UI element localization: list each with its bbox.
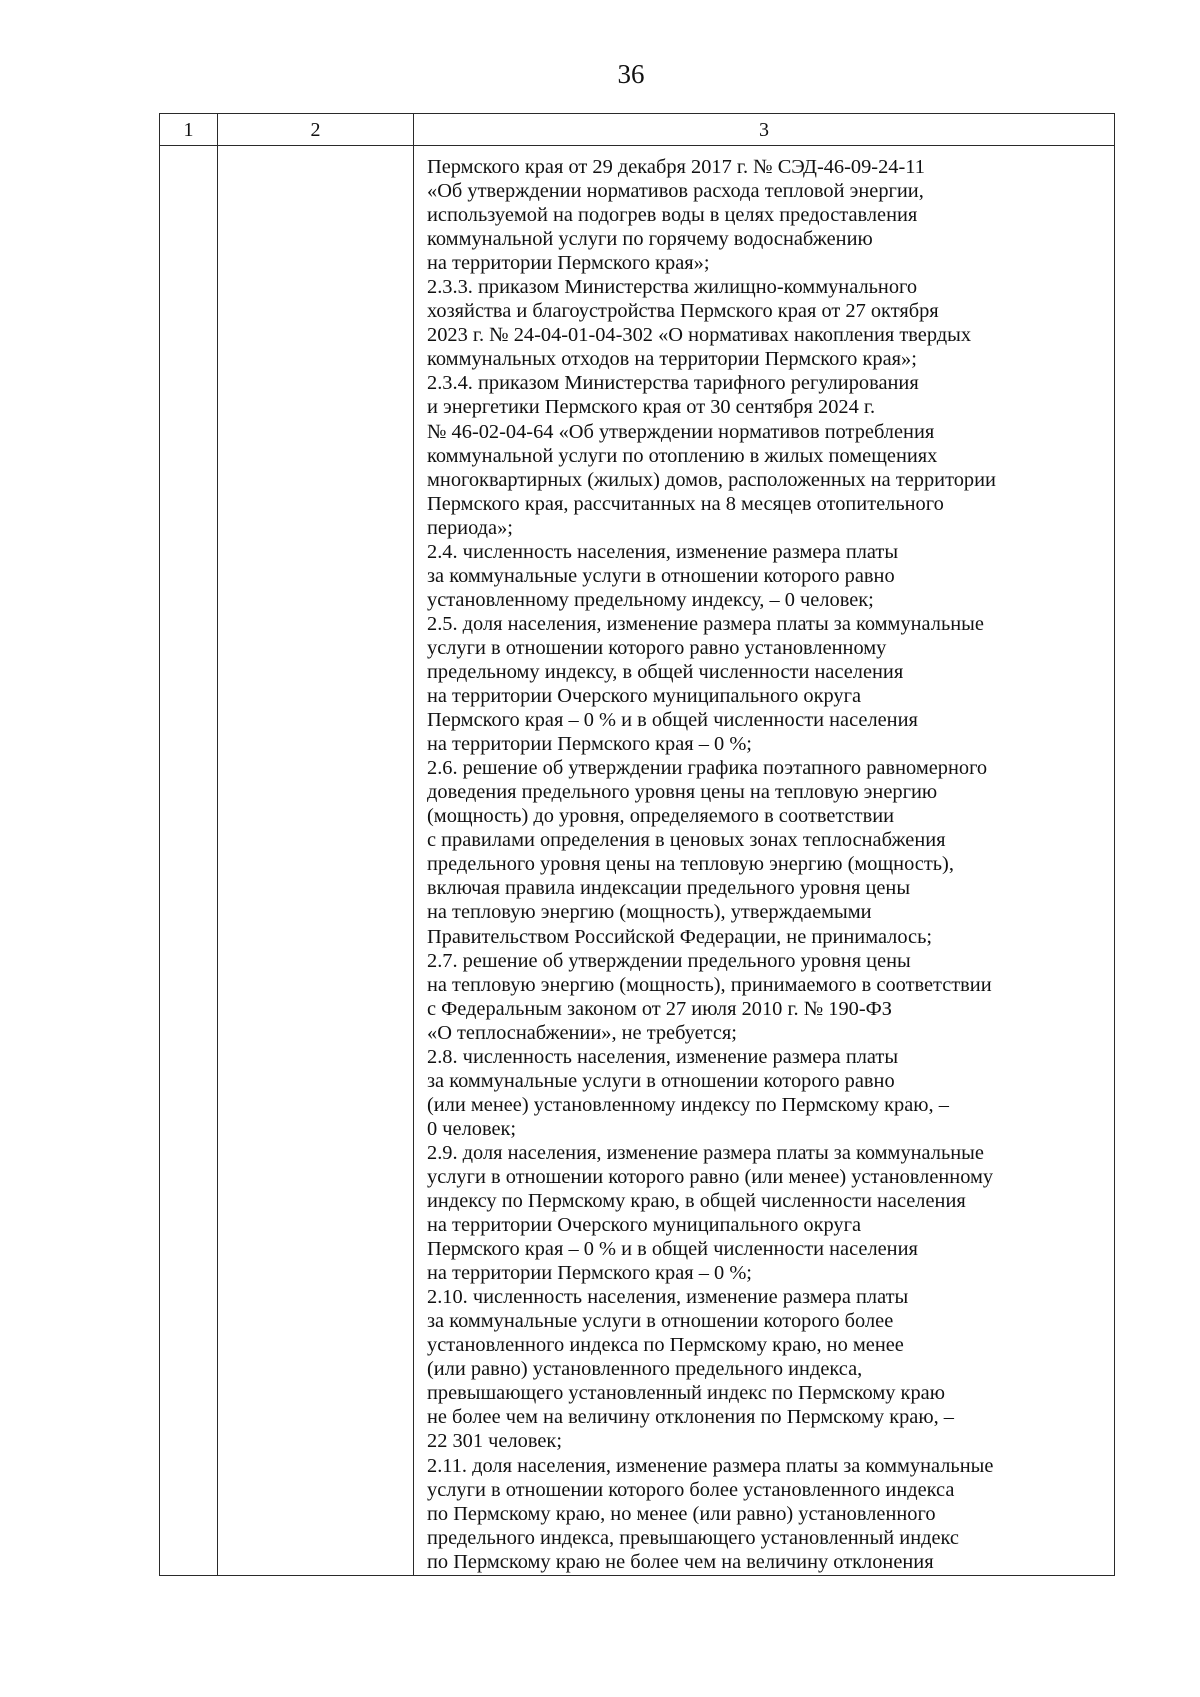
text-line: 2.5. доля населения, изменение размера платы за коммунальные xyxy=(427,612,984,635)
text-line: 22 301 человек; xyxy=(427,1430,562,1453)
text-line: на территории Пермского края»; xyxy=(427,252,710,275)
text-line: на территории Очерского муниципального округа xyxy=(427,685,862,708)
text-line: с правилами определения в ценовых зонах теплоснабжения xyxy=(427,829,946,852)
text-line: за коммунальные услуги в отношении которого равно xyxy=(427,1069,895,1092)
text-line: коммунальной услуги по горячему водоснабжению xyxy=(427,228,873,251)
text-line: предельного индекса, превышающего установленный индекс xyxy=(427,1526,959,1549)
text-line: периода»; xyxy=(427,516,513,539)
column-1-header: 1 xyxy=(160,114,218,146)
text-line: превышающего установленный индекс по Пермскому краю xyxy=(427,1382,945,1405)
text-line: услуги в отношении которого равно (или менее) установленному xyxy=(427,1165,994,1188)
text-line: используемой на подогрев воды в целях предоставления xyxy=(427,204,918,227)
text-line: предельному индексу, в общей численности населения xyxy=(427,660,904,683)
column-3-header: 3 xyxy=(414,114,1115,146)
text-line: и энергетики Пермского края от 30 сентября 2024 г. xyxy=(427,396,876,419)
column-2-cell xyxy=(218,146,414,1576)
text-line: 2.6. решение об утверждении графика поэтапного равномерного xyxy=(427,757,988,780)
text-line: (мощность) до уровня, определяемого в соответствии xyxy=(427,805,895,828)
text-line: (или менее) установленному индексу по Пермскому краю, – xyxy=(427,1093,949,1116)
text-line: установленному предельному индексу, – 0 человек; xyxy=(427,588,874,611)
text-line: доведения предельного уровня цены на тепловую энергию xyxy=(427,781,938,804)
text-line: по Пермскому краю, но менее (или равно) установленного xyxy=(427,1502,936,1525)
column-3-cell xyxy=(414,146,1115,1576)
text-line: по Пермскому краю не более чем на величину отклонения xyxy=(427,1550,934,1573)
text-line: за коммунальные услуги в отношении которого равно xyxy=(427,564,895,587)
text-line: услуги в отношении которого равно установленному xyxy=(427,636,887,659)
text-line: за коммунальные услуги в отношении которого более xyxy=(427,1310,894,1333)
text-line: 2.4. численность населения, изменение размера платы xyxy=(427,540,899,563)
page-number: 36 xyxy=(617,59,645,89)
text-line: 2.7. решение об утверждении предельного уровня цены xyxy=(427,949,911,972)
text-line: индексу по Пермскому краю, в общей численности населения xyxy=(427,1190,966,1213)
text-line: Пермского края – 0 % и в общей численности населения xyxy=(427,1238,918,1261)
document-table xyxy=(159,113,1115,1576)
text-line: Пермского края, рассчитанных на 8 месяцев отопительного xyxy=(427,492,944,515)
text-line: (или равно) установленного предельного индекса, xyxy=(427,1358,863,1381)
text-line: с Федеральным законом от 27 июля 2010 г. № 190-ФЗ xyxy=(427,997,892,1020)
text-line: не более чем на величину отклонения по Пермскому краю, – xyxy=(427,1406,954,1429)
column-1-cell xyxy=(160,146,218,1576)
text-line: 2.11. доля населения, изменение размера платы за коммунальные xyxy=(427,1454,994,1477)
text-line: 2.9. доля населения, изменение размера платы за коммунальные xyxy=(427,1141,984,1164)
text-line: хозяйства и благоустройства Пермского края от 27 октября xyxy=(427,300,939,323)
text-line: 2.10. численность населения, изменение размера платы xyxy=(427,1286,909,1309)
text-line: предельного уровня цены на тепловую энергию (мощность), xyxy=(427,853,954,876)
text-line: коммунальной услуги по отоплению в жилых помещениях xyxy=(427,444,938,467)
text-line: Пермского края от 29 декабря 2017 г. № СЭД-46-09-24-11 xyxy=(427,156,925,178)
text-line: установленного индекса по Пермскому краю, но менее xyxy=(427,1334,904,1357)
text-line: многоквартирных (жилых) домов, расположенных на территории xyxy=(427,468,996,491)
text-line: 2.3.4. приказом Министерства тарифного регулирования xyxy=(427,372,919,395)
text-line: 0 человек; xyxy=(427,1117,517,1140)
text-line: коммунальных отходов на территории Пермского края»; xyxy=(427,348,917,371)
text-line: «Об утверждении нормативов расхода тепловой энергии, xyxy=(427,180,924,203)
text-line: № 46-02-04-64 «Об утверждении нормативов потребления xyxy=(427,420,935,443)
table-body-row xyxy=(160,146,1115,1576)
text-line: включая правила индексации предельного уровня цены xyxy=(427,877,911,900)
text-line: на тепловую энергию (мощность), принимаемого в соответствии xyxy=(427,973,992,996)
text-line: Правительством Российской Федерации, не принималось; xyxy=(427,925,933,948)
text-line: Пермского края – 0 % и в общей численности населения xyxy=(427,709,918,732)
text-line: 2.3.3. приказом Министерства жилищно-коммунального xyxy=(427,276,918,299)
text-line: 2023 г. № 24-04-01-04-302 «О нормативах накопления твердых xyxy=(427,324,972,347)
text-line: «О теплоснабжении», не требуется; xyxy=(427,1021,737,1044)
text-line: услуги в отношении которого более установленного индекса xyxy=(427,1478,955,1501)
table-header-row xyxy=(160,114,1115,146)
text-line: 2.8. численность населения, изменение размера платы xyxy=(427,1045,899,1068)
column-2-header: 2 xyxy=(218,114,414,146)
text-line: на тепловую энергию (мощность), утверждаемыми xyxy=(427,901,872,924)
text-line: на территории Очерского муниципального округа xyxy=(427,1214,862,1237)
column-3-text xyxy=(414,146,1114,1574)
text-line: на территории Пермского края – 0 %; xyxy=(427,733,752,756)
text-line: на территории Пермского края – 0 %; xyxy=(427,1262,752,1285)
